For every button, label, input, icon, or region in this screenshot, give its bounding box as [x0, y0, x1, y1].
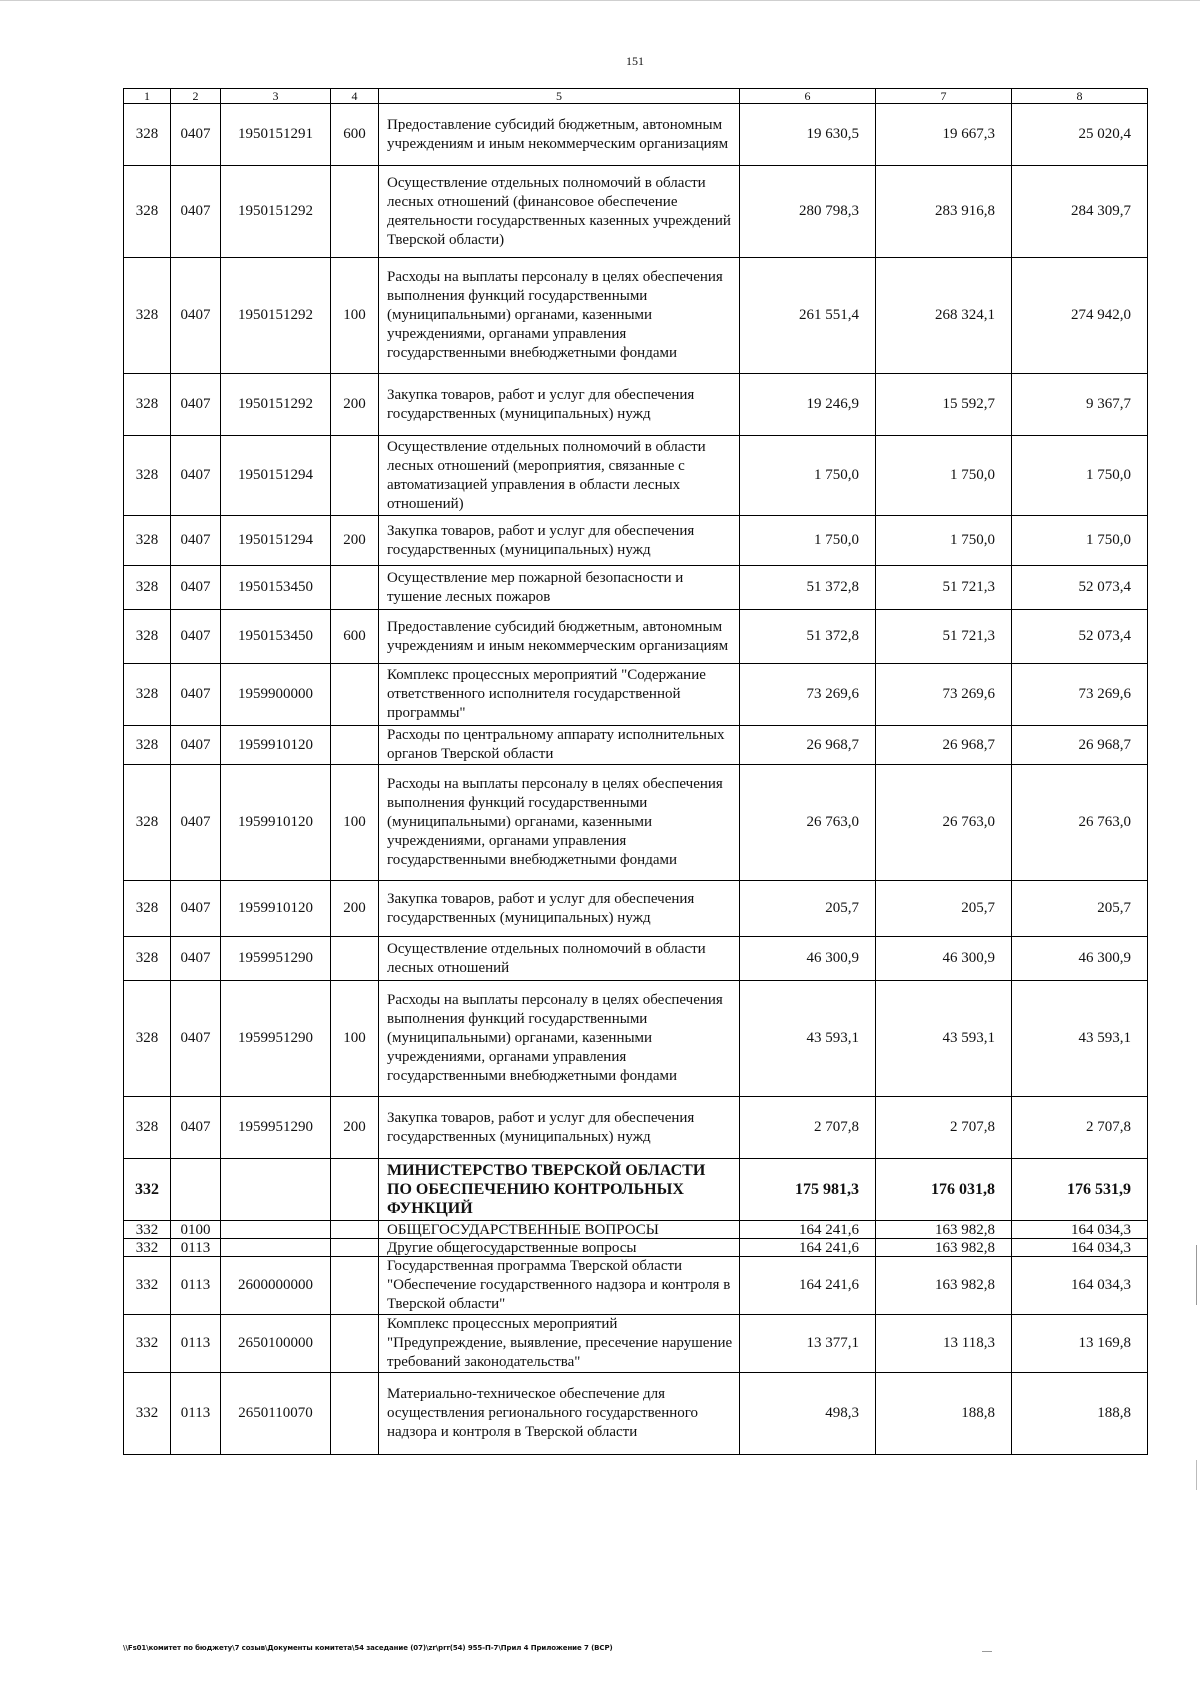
expense-type-code: 200 [331, 516, 379, 566]
amount-year-2: 163 982,8 [876, 1239, 1012, 1257]
grbs-code: 328 [124, 1097, 171, 1159]
amount-year-3: 52 073,4 [1012, 610, 1148, 664]
table-row [124, 166, 1148, 258]
target-article-code: 1950151292 [221, 166, 331, 258]
expense-type-code [331, 664, 379, 726]
target-article-code: 1950151294 [221, 516, 331, 566]
amount-year-1: 1 750,0 [740, 516, 876, 566]
item-name: Предоставление субсидий бюджетным, автономным учреждениям и иным некоммерческим организациям [379, 610, 740, 664]
expense-type-code [331, 1315, 379, 1373]
item-name: Другие общегосударственные вопросы [379, 1239, 740, 1257]
amount-year-3: 9 367,7 [1012, 374, 1148, 436]
grbs-code: 328 [124, 726, 171, 765]
expense-type-code [331, 436, 379, 516]
amount-year-3: 1 750,0 [1012, 516, 1148, 566]
amount-year-3: 2 707,8 [1012, 1097, 1148, 1159]
section-code: 0407 [171, 566, 221, 610]
column-number: 7 [876, 89, 1012, 104]
table-row [124, 610, 1148, 664]
file-path-footer: \\Fs01\комитет по бюджету\7 созыв\Документы комитета\54 заседание (07)\zr\prr(54) 955-П-7\Прил 4 Приложение 7 (ВСР) [123, 1644, 613, 1652]
section-code: 0100 [171, 1221, 221, 1239]
scan-mark [1196, 1460, 1197, 1490]
amount-year-1: 164 241,6 [740, 1239, 876, 1257]
amount-year-2: 13 118,3 [876, 1315, 1012, 1373]
expense-type-code: 100 [331, 981, 379, 1097]
target-article-code [221, 1159, 331, 1221]
expense-type-code: 600 [331, 104, 379, 166]
amount-year-1: 51 372,8 [740, 610, 876, 664]
expense-type-code [331, 1257, 379, 1315]
table-row [124, 765, 1148, 881]
expense-type-code: 100 [331, 765, 379, 881]
column-number: 2 [171, 89, 221, 104]
amount-year-2: 51 721,3 [876, 610, 1012, 664]
item-name: Комплекс процессных мероприятий "Содержание ответственного исполнителя государственной программы" [379, 664, 740, 726]
section-code: 0407 [171, 937, 221, 981]
item-name: Материально-техническое обеспечение для осуществления регионального государственного надзора и контроля в Тверской области [379, 1373, 740, 1455]
amount-year-3: 274 942,0 [1012, 258, 1148, 374]
table-row [124, 1239, 1148, 1257]
amount-year-3: 176 531,9 [1012, 1159, 1148, 1221]
target-article-code: 1959910120 [221, 765, 331, 881]
section-code: 0407 [171, 166, 221, 258]
table-row [124, 1373, 1148, 1455]
amount-year-1: 51 372,8 [740, 566, 876, 610]
amount-year-3: 1 750,0 [1012, 436, 1148, 516]
amount-year-2: 46 300,9 [876, 937, 1012, 981]
section-code: 0407 [171, 664, 221, 726]
item-name: Комплекс процессных мероприятий "Предупреждение, выявление, пресечение нарушение требований законодательства" [379, 1315, 740, 1373]
expense-type-code [331, 1221, 379, 1239]
amount-year-1: 13 377,1 [740, 1315, 876, 1373]
item-name: Осуществление отдельных полномочий в области лесных отношений (мероприятия, связанные с автоматизацией управления в области лесных отношений) [379, 436, 740, 516]
amount-year-1: 73 269,6 [740, 664, 876, 726]
section-code: 0113 [171, 1239, 221, 1257]
table-row [124, 104, 1148, 166]
amount-year-1: 164 241,6 [740, 1221, 876, 1239]
grbs-code: 328 [124, 436, 171, 516]
amount-year-3: 26 968,7 [1012, 726, 1148, 765]
table-row [124, 1315, 1148, 1373]
grbs-code: 328 [124, 981, 171, 1097]
column-number: 5 [379, 89, 740, 104]
grbs-code: 328 [124, 516, 171, 566]
amount-year-2: 205,7 [876, 881, 1012, 937]
item-name: ОБЩЕГОСУДАРСТВЕННЫЕ ВОПРОСЫ [379, 1221, 740, 1239]
section-code: 0407 [171, 516, 221, 566]
amount-year-3: 164 034,3 [1012, 1221, 1148, 1239]
expense-type-code [331, 1159, 379, 1221]
expense-type-code: 200 [331, 1097, 379, 1159]
amount-year-1: 498,3 [740, 1373, 876, 1455]
item-name: Расходы на выплаты персоналу в целях обеспечения выполнения функций государственными (муниципальными) органами, казенными учреждениями, органами управления государственными внебюджетными фондами [379, 981, 740, 1097]
expense-type-code [331, 1239, 379, 1257]
item-name: Закупка товаров, работ и услуг для обеспечения государственных (муниципальных) нужд [379, 881, 740, 937]
table-row [124, 1159, 1148, 1221]
expense-type-code: 100 [331, 258, 379, 374]
grbs-code: 328 [124, 664, 171, 726]
table-row [124, 436, 1148, 516]
amount-year-1: 164 241,6 [740, 1257, 876, 1315]
column-number: 1 [124, 89, 171, 104]
section-code: 0113 [171, 1257, 221, 1315]
grbs-code: 332 [124, 1373, 171, 1455]
item-name: Закупка товаров, работ и услуг для обеспечения государственных (муниципальных) нужд [379, 1097, 740, 1159]
column-number: 4 [331, 89, 379, 104]
grbs-code: 328 [124, 166, 171, 258]
scan-mark [1196, 1245, 1197, 1305]
item-name: Расходы на выплаты персоналу в целях обеспечения выполнения функций государственными (муниципальными) органами, казенными учреждениями, органами управления государственными внебюджетными фондами [379, 765, 740, 881]
amount-year-2: 176 031,8 [876, 1159, 1012, 1221]
amount-year-1: 46 300,9 [740, 937, 876, 981]
amount-year-2: 19 667,3 [876, 104, 1012, 166]
amount-year-2: 188,8 [876, 1373, 1012, 1455]
table-row [124, 664, 1148, 726]
amount-year-2: 163 982,8 [876, 1257, 1012, 1315]
table-row [124, 374, 1148, 436]
amount-year-2: 73 269,6 [876, 664, 1012, 726]
table-row [124, 258, 1148, 374]
table-row [124, 937, 1148, 981]
amount-year-3: 25 020,4 [1012, 104, 1148, 166]
amount-year-1: 19 630,5 [740, 104, 876, 166]
target-article-code: 2600000000 [221, 1257, 331, 1315]
amount-year-2: 26 763,0 [876, 765, 1012, 881]
amount-year-1: 280 798,3 [740, 166, 876, 258]
amount-year-2: 268 324,1 [876, 258, 1012, 374]
grbs-code: 332 [124, 1315, 171, 1373]
amount-year-3: 164 034,3 [1012, 1239, 1148, 1257]
section-code: 0113 [171, 1373, 221, 1455]
target-article-code [221, 1239, 331, 1257]
grbs-code: 328 [124, 566, 171, 610]
amount-year-1: 205,7 [740, 881, 876, 937]
item-name: Закупка товаров, работ и услуг для обеспечения государственных (муниципальных) нужд [379, 516, 740, 566]
grbs-code: 328 [124, 881, 171, 937]
amount-year-1: 26 763,0 [740, 765, 876, 881]
column-number: 3 [221, 89, 331, 104]
item-name: Расходы по центральному аппарату исполнительных органов Тверской области [379, 726, 740, 765]
target-article-code: 1950151291 [221, 104, 331, 166]
target-article-code: 2650110070 [221, 1373, 331, 1455]
amount-year-1: 43 593,1 [740, 981, 876, 1097]
amount-year-2: 2 707,8 [876, 1097, 1012, 1159]
section-code: 0407 [171, 610, 221, 664]
section-code: 0407 [171, 258, 221, 374]
section-code: 0407 [171, 726, 221, 765]
target-article-code: 1950151292 [221, 374, 331, 436]
target-article-code: 1959951290 [221, 981, 331, 1097]
amount-year-1: 1 750,0 [740, 436, 876, 516]
item-name: Расходы на выплаты персоналу в целях обеспечения выполнения функций государственными (муниципальными) органами, казенными учреждениями, органами управления государственными внебюджетными фондами [379, 258, 740, 374]
grbs-code: 328 [124, 258, 171, 374]
target-article-code: 1950153450 [221, 610, 331, 664]
grbs-code: 328 [124, 374, 171, 436]
expense-type-code: 200 [331, 881, 379, 937]
column-number: 8 [1012, 89, 1148, 104]
expense-type-code [331, 566, 379, 610]
target-article-code: 1959951290 [221, 1097, 331, 1159]
table-row [124, 516, 1148, 566]
item-name: Осуществление отдельных полномочий в области лесных отношений [379, 937, 740, 981]
amount-year-1: 26 968,7 [740, 726, 876, 765]
section-code: 0407 [171, 881, 221, 937]
expense-type-code [331, 937, 379, 981]
amount-year-2: 1 750,0 [876, 516, 1012, 566]
column-numbers-row [124, 89, 1148, 104]
scan-edge [0, 0, 1200, 1]
item-name: Осуществление отдельных полномочий в области лесных отношений (финансовое обеспечение деятельности государственных казенных учреждений Тверской области) [379, 166, 740, 258]
target-article-code: 1950151294 [221, 436, 331, 516]
amount-year-2: 26 968,7 [876, 726, 1012, 765]
item-name: Государственная программа Тверской области "Обеспечение государственного надзора и контроля в Тверской области" [379, 1257, 740, 1315]
target-article-code: 1959900000 [221, 664, 331, 726]
amount-year-2: 15 592,7 [876, 374, 1012, 436]
grbs-code: 328 [124, 937, 171, 981]
table-row [124, 1221, 1148, 1239]
table-row [124, 566, 1148, 610]
amount-year-3: 52 073,4 [1012, 566, 1148, 610]
grbs-code: 328 [124, 765, 171, 881]
grbs-code: 332 [124, 1221, 171, 1239]
amount-year-3: 46 300,9 [1012, 937, 1148, 981]
target-article-code: 1959910120 [221, 726, 331, 765]
table-row [124, 726, 1148, 765]
amount-year-3: 13 169,8 [1012, 1315, 1148, 1373]
target-article-code: 1959910120 [221, 881, 331, 937]
scan-mark [982, 1651, 992, 1652]
amount-year-3: 73 269,6 [1012, 664, 1148, 726]
amount-year-2: 283 916,8 [876, 166, 1012, 258]
section-code [171, 1159, 221, 1221]
target-article-code [221, 1221, 331, 1239]
amount-year-3: 164 034,3 [1012, 1257, 1148, 1315]
amount-year-2: 43 593,1 [876, 981, 1012, 1097]
item-name: МИНИСТЕРСТВО ТВЕРСКОЙ ОБЛАСТИ ПО ОБЕСПЕЧЕНИЮ КОНТРОЛЬНЫХ ФУНКЦИЙ [379, 1159, 740, 1221]
section-code: 0407 [171, 981, 221, 1097]
amount-year-1: 2 707,8 [740, 1097, 876, 1159]
amount-year-3: 188,8 [1012, 1373, 1148, 1455]
target-article-code: 1950151292 [221, 258, 331, 374]
item-name: Осуществление мер пожарной безопасности и тушение лесных пожаров [379, 566, 740, 610]
amount-year-3: 43 593,1 [1012, 981, 1148, 1097]
table-row [124, 881, 1148, 937]
expense-type-code [331, 166, 379, 258]
expense-type-code: 200 [331, 374, 379, 436]
section-code: 0407 [171, 765, 221, 881]
grbs-code: 332 [124, 1159, 171, 1221]
amount-year-1: 175 981,3 [740, 1159, 876, 1221]
section-code: 0407 [171, 436, 221, 516]
section-code: 0407 [171, 104, 221, 166]
table-row [124, 1257, 1148, 1315]
expense-type-code [331, 726, 379, 765]
target-article-code: 1959951290 [221, 937, 331, 981]
target-article-code: 2650100000 [221, 1315, 331, 1373]
column-number: 6 [740, 89, 876, 104]
target-article-code: 1950153450 [221, 566, 331, 610]
expense-type-code: 600 [331, 610, 379, 664]
amount-year-2: 1 750,0 [876, 436, 1012, 516]
page-number: 151 [626, 54, 644, 68]
section-code: 0407 [171, 374, 221, 436]
amount-year-1: 261 551,4 [740, 258, 876, 374]
budget-table [123, 88, 1148, 1455]
amount-year-3: 205,7 [1012, 881, 1148, 937]
table-row [124, 1097, 1148, 1159]
expense-type-code [331, 1373, 379, 1455]
amount-year-3: 26 763,0 [1012, 765, 1148, 881]
grbs-code: 328 [124, 610, 171, 664]
grbs-code: 332 [124, 1239, 171, 1257]
item-name: Закупка товаров, работ и услуг для обеспечения государственных (муниципальных) нужд [379, 374, 740, 436]
grbs-code: 328 [124, 104, 171, 166]
table-row [124, 981, 1148, 1097]
amount-year-3: 284 309,7 [1012, 166, 1148, 258]
amount-year-2: 51 721,3 [876, 566, 1012, 610]
grbs-code: 332 [124, 1257, 171, 1315]
section-code: 0113 [171, 1315, 221, 1373]
item-name: Предоставление субсидий бюджетным, автономным учреждениям и иным некоммерческим организациям [379, 104, 740, 166]
section-code: 0407 [171, 1097, 221, 1159]
amount-year-1: 19 246,9 [740, 374, 876, 436]
amount-year-2: 163 982,8 [876, 1221, 1012, 1239]
